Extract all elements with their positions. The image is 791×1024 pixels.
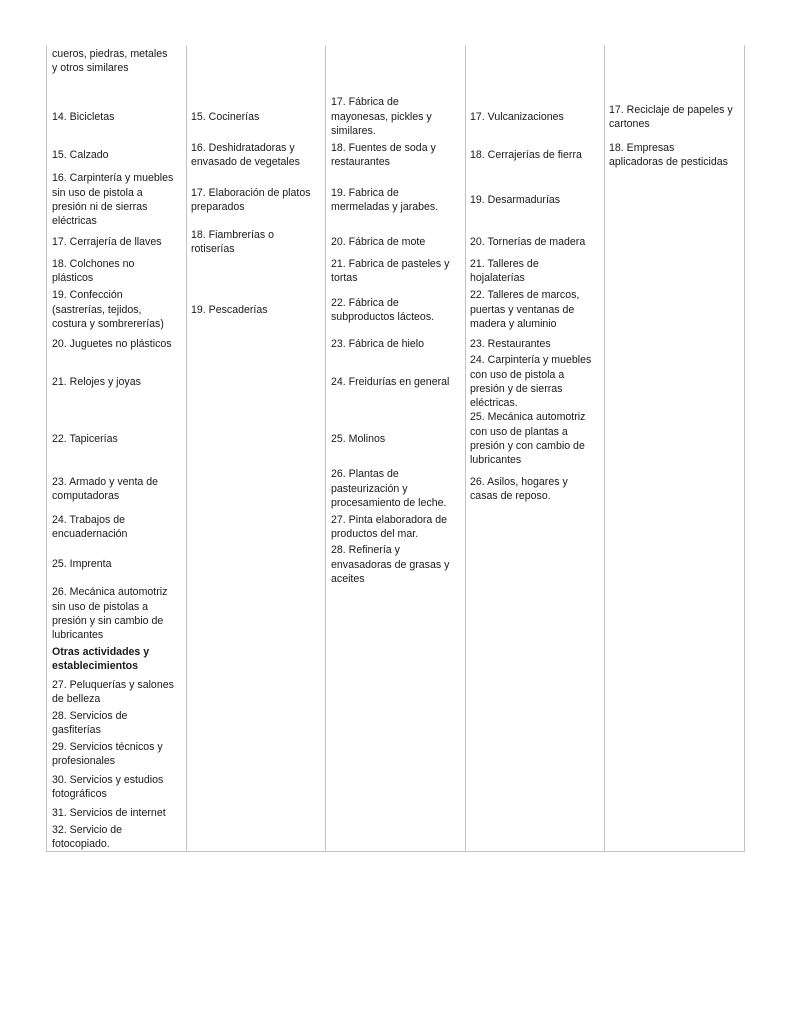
table-cell-line: envasado de vegetales — [191, 156, 300, 168]
table-cell-line: mermeladas y jarabes. — [331, 201, 439, 213]
table-cell-line: costura y sombrererías) — [52, 318, 164, 331]
table-cell-line: 21. Fabrica de pasteles y — [331, 257, 450, 270]
table-cell-line: sin uso de pistolas a — [52, 600, 148, 613]
table-cell-line: 23. Armado y venta de — [52, 475, 159, 488]
table-cell-line: presión y sin cambio de — [52, 615, 164, 627]
table-cell-line: 32. Servicio de — [52, 823, 123, 836]
section-heading: establecimientos — [52, 660, 138, 672]
table-cell-line: fotográficos — [52, 788, 107, 800]
table-cell-line: procesamiento de leche. — [331, 497, 447, 510]
column-divider — [325, 45, 326, 852]
table-cell-line: mayonesas, pickles y — [331, 110, 432, 123]
table-cell-line: (sastrerías, tejidos, — [52, 303, 142, 316]
table-cell-line: 23. Fábrica de hielo — [331, 337, 425, 350]
table-cell-line: 26. Plantas de — [331, 468, 399, 481]
table-cell-line: 24. Freidurías en general — [331, 375, 450, 388]
table-cell-line: 29. Servicios técnicos y — [52, 740, 163, 753]
table-cell-line: 31. Servicios de internet — [52, 806, 166, 819]
table-cell-line: computadoras — [52, 490, 120, 502]
table-cell-line: subproductos lácteos. — [331, 311, 435, 323]
table-cell-line: presión ni de sierras — [52, 201, 148, 213]
column-divider — [604, 45, 605, 852]
table-cell-line: fotocopiado. — [52, 838, 110, 850]
table-cell-line: 22. Tapicerías — [52, 432, 118, 445]
table-cell-line: 17. Elaboración de platos — [191, 186, 311, 199]
table-cell-line: gasfiterías — [52, 724, 101, 736]
table-cell-line: 14. Bicicletas — [52, 110, 115, 123]
table-cell-line: 28. Refinería y — [331, 544, 400, 557]
table-cell-line: 24. Carpintería y muebles — [470, 354, 592, 367]
table-cell-line: profesionales — [52, 755, 116, 767]
table-cell-line: 26. Asilos, hogares y — [470, 475, 568, 488]
table-border-left — [46, 45, 47, 852]
table-cell-line: de belleza — [52, 693, 101, 705]
table-cell-line: 19. Fabrica de — [331, 186, 399, 199]
table-cell-line: 21. Relojes y joyas — [52, 375, 141, 388]
table-cell-line: 26. Mecánica automotriz — [52, 586, 168, 599]
table-cell-line: 25. Mecánica automotriz — [470, 411, 586, 424]
table-cell-line: 27. Pinta elaboradora de — [331, 513, 448, 526]
table-cell-line: presión y con cambio de — [470, 440, 585, 452]
table-cell-line: cartones — [609, 118, 650, 130]
table-cell-line: productos del mar. — [331, 528, 419, 540]
table-cell-line: encuadernación — [52, 528, 128, 540]
table-cell-line: 18. Fuentes de soda y — [331, 141, 436, 154]
table-cell-line: 17. Reciclaje de papeles y — [609, 103, 733, 116]
table-cell-line: cueros, piedras, metales — [52, 47, 168, 60]
table-cell-line: con uso de pistola a — [470, 368, 565, 381]
table-cell-line: aplicadoras de pesticidas — [609, 156, 728, 168]
table-cell-line: 18. Fiambrerías o — [191, 228, 275, 241]
table-cell-line: 20. Tornerías de madera — [470, 235, 586, 248]
table-cell-line: 19. Pescaderías — [191, 303, 268, 316]
table-cell-line: presión y de sierras — [470, 383, 563, 395]
table-cell-line: puertas y ventanas de — [470, 303, 575, 316]
table-cell-line: 16. Deshidratadoras y — [191, 141, 295, 154]
table-cell-line: 22. Fábrica de — [331, 296, 399, 309]
table-cell-line: eléctricas — [52, 215, 97, 228]
column-divider — [465, 45, 466, 852]
table-cell-line: 18. Colchones no — [52, 257, 135, 270]
table-cell-line: sin uso de pistola a — [52, 186, 143, 199]
table-cell-line: eléctricas. — [470, 397, 518, 410]
table-cell-line: 24. Trabajos de — [52, 513, 126, 526]
table-cell-line: lubricantes — [470, 454, 522, 467]
table-cell-line: restaurantes — [331, 156, 390, 168]
table-cell-line: 30. Servicios y estudios — [52, 773, 164, 786]
table-cell-line: 19. Confección — [52, 289, 123, 302]
table-cell-line: 20. Fábrica de mote — [331, 235, 426, 248]
table-cell-line: 27. Peluquerías y salones — [52, 678, 174, 691]
table-cell-line: 25. Molinos — [331, 432, 386, 445]
table-cell-line: hojalaterías — [470, 272, 525, 284]
table-cell-line: 16. Carpintería y muebles — [52, 172, 174, 185]
table-cell-line: 21. Talleres de — [470, 257, 539, 270]
table-cell-line: plásticos — [52, 272, 94, 284]
table-cell-line: aceites — [331, 573, 365, 586]
table-cell-line: 22. Talleres de marcos, — [470, 289, 580, 302]
table-cell-line: 20. Juguetes no plásticos — [52, 337, 172, 350]
table-cell-line: similares. — [331, 125, 376, 138]
table-cell-line: 18. Cerrajerías de fierra — [470, 148, 582, 161]
table-cell-line: 15. Calzado — [52, 148, 109, 161]
table-cell-line: 17. Fábrica de — [331, 96, 399, 109]
table-cell-line: 23. Restaurantes — [470, 337, 551, 350]
table-cell-line: rotiserías — [191, 243, 235, 255]
table-cell-line: envasadoras de grasas y — [331, 558, 450, 571]
table-cell-line: lubricantes — [52, 629, 104, 642]
table-border-right — [744, 45, 745, 852]
section-heading: Otras actividades y — [52, 645, 150, 658]
table-cell-line: 19. Desarmadurías — [470, 193, 561, 206]
table-cell-line: 15. Cocinerías — [191, 110, 260, 123]
table-border-bottom — [46, 851, 745, 852]
table-cell-line: preparados — [191, 201, 245, 213]
table-cell-line: con uso de plantas a — [470, 425, 568, 438]
table-cell-line: 28. Servicios de — [52, 709, 128, 722]
column-divider — [186, 45, 187, 852]
table-cell-line: 18. Empresas — [609, 141, 675, 154]
table-cell-line: y otros similares — [52, 62, 129, 74]
table-cell-line: pasteurización y — [331, 482, 408, 495]
table-cell-line: casas de reposo. — [470, 490, 551, 502]
table-cell-line: madera y aluminio — [470, 318, 557, 331]
table-cell-line: 17. Vulcanizaciones — [470, 110, 564, 123]
table-cell-line: tortas — [331, 272, 358, 284]
table-cell-line: 17. Cerrajería de llaves — [52, 235, 162, 248]
table-cell-line: 25. Imprenta — [52, 557, 112, 570]
